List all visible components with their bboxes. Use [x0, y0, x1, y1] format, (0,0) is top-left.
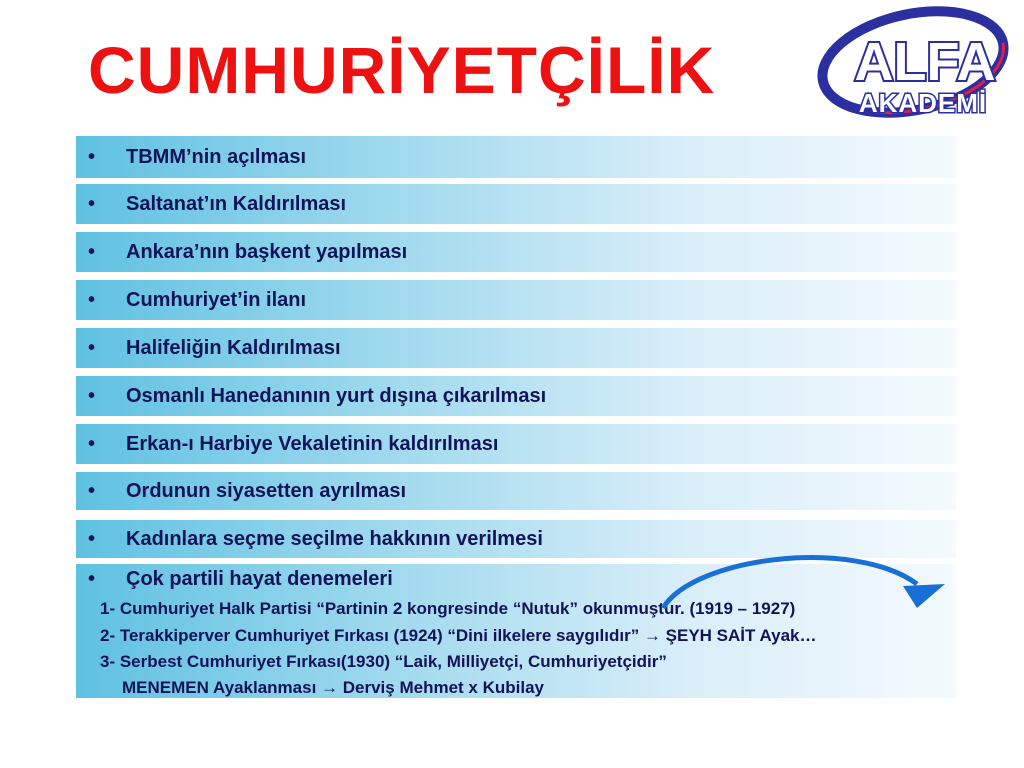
list-item-content: [88, 424, 498, 464]
list-item-content: [88, 520, 543, 558]
list-item-content: [88, 232, 407, 272]
list-item-content: [88, 376, 546, 416]
list-item-label: Halifeliğin Kaldırılması: [126, 336, 341, 359]
list-item-label: Ankara’nın başkent yapılması: [126, 240, 408, 263]
list-item-content: [88, 184, 346, 224]
list-item: [76, 424, 956, 464]
curved-arrow-icon: [655, 546, 955, 616]
list-item: [76, 376, 956, 416]
list-item-label: Saltanat’ın Kaldırılması: [126, 192, 347, 215]
list-item-label: Erkan-ı Harbiye Vekaletinin kaldırılması: [126, 432, 499, 455]
bullet: •: [88, 336, 96, 359]
list-item-label: Ordunun siyasetten ayrılması: [126, 479, 407, 502]
list-item-label: Cumhuriyet’in ilanı: [126, 288, 307, 311]
list-item: [76, 184, 956, 224]
list-item: [76, 472, 956, 510]
list-item-content: [88, 472, 406, 510]
list-item-label: Kadınlara seçme seçilme hakkının verilmesi: [126, 527, 543, 550]
bullet: •: [88, 240, 96, 263]
svg-text:ALFA: ALFA: [854, 32, 996, 92]
list-item-content: [88, 328, 341, 368]
list-item: [76, 280, 956, 320]
bullet: •: [88, 384, 96, 407]
bullet: •: [88, 288, 96, 311]
party-note: 1- Cumhuriyet Halk Partisi “Partinin 2 kongresinde “Nutuk” okunmuştur. (1919 – 1927): [100, 599, 796, 618]
party-note: 3- Serbest Cumhuriyet Fırkası(1930) “Laik, Milliyetçi, Cumhuriyetçidir”: [100, 652, 667, 671]
list-item-content: [88, 280, 306, 320]
alfa-akademi-logo: [815, 2, 1020, 124]
list-item-label: TBMM’nin açılması: [126, 145, 307, 168]
list-item-label: Osmanlı Hanedanının yurt dışına çıkarılması: [126, 384, 547, 407]
list-item: [76, 136, 956, 178]
svg-text:AKADEMİ: AKADEMİ: [858, 88, 988, 118]
bullet: •: [88, 432, 96, 455]
list-item-content: [88, 568, 393, 591]
page-title: CUMHURİYETÇİLİK: [88, 33, 716, 107]
list-item-label: Çok partili hayat denemeleri: [126, 568, 393, 590]
bullet: •: [88, 568, 96, 590]
bullet: •: [88, 192, 96, 215]
bullet: •: [88, 479, 96, 502]
list-item: [76, 232, 956, 272]
bullet: •: [88, 527, 96, 550]
list-item-content: [88, 136, 306, 178]
list-item: [76, 328, 956, 368]
bullet: •: [88, 145, 96, 168]
party-note: 2- Terakkiperver Cumhuriyet Fırkası (1924) “Dini ilkelere saygılıdır” → ŞEYH SAİT Ayak…: [100, 626, 817, 645]
party-note: MENEMEN Ayaklanması → Derviş Mehmet x Kubilay: [122, 678, 544, 697]
